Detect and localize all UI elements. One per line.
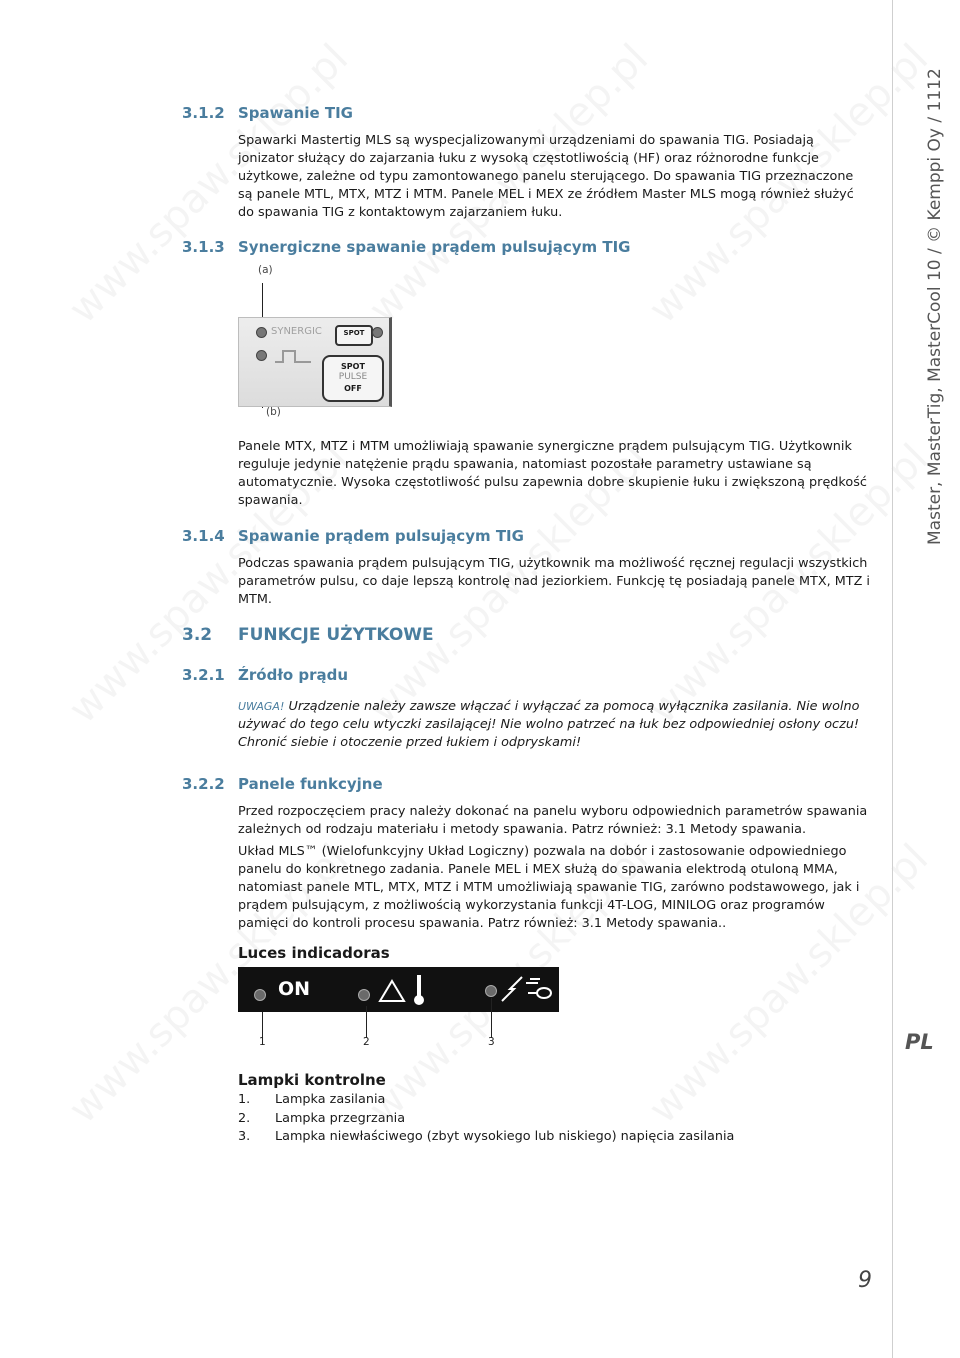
spot-pulse-off-button	[322, 355, 384, 402]
overheat-led	[358, 989, 370, 1001]
list-number: 2.	[238, 1111, 251, 1126]
section-text: Przed rozpoczęciem pracy należy dokonać na panelu wyboru odpowiednich parametrów spawania zależnych od rodzaju materiału i metody spawania. Patrz również: 3.1 Metody spawania.	[238, 804, 868, 837]
voltage-led	[485, 985, 497, 997]
section-text: Spawarki Mastertig MLS są wyspecjalizowanymi urządzeniami do spawania TIG. Posiadają jonizator służący do zajarzania łuku z wysoką częstotliwością (HF) oraz różnorodne funkcje użytkowe, zależne od typu zamontowanego panelu sterującego. Do spawania TIG przeznaczone są panele MTL, MTX, MTZ i MTM. Panele MEL i MEX ze źródłem Master MLS mogą również służyć do spawania TIG z kontaktowym zajarzaniem łuku.	[238, 133, 854, 220]
synergic-panel-figure	[238, 317, 392, 407]
list-number: 1.	[238, 1092, 251, 1107]
figure-label-b: (b)	[266, 406, 281, 418]
callout-1: 1	[259, 1036, 266, 1048]
section-title: Panele funkcyjne	[238, 775, 383, 793]
section-number: 3.2.1	[182, 666, 225, 684]
pulse-wave-icon	[275, 348, 311, 364]
callout-line	[366, 1006, 367, 1038]
indicator-lights-figure	[238, 967, 559, 1012]
on-label: ON	[278, 978, 311, 1000]
lamps-heading: Lampki kontrolne	[238, 1071, 386, 1089]
language-mark: PL	[905, 1030, 934, 1054]
sidebar-title: Master, MasterTig, MasterCool 10 / © Kemppi Oy / 1112	[925, 68, 945, 545]
margin-rule	[892, 0, 893, 1358]
lights-heading: Luces indicadoras	[238, 944, 390, 962]
warning-text	[238, 698, 870, 752]
synergic-led	[256, 327, 267, 338]
warning-triangle-icon	[378, 979, 406, 1003]
button-label-spot: SPOT	[341, 362, 365, 371]
button-label-pulse: PULSE	[338, 372, 368, 382]
section-text: Układ MLS™ (Wielofunkcyjny Układ Logiczny) pozwala na dobór i zastosowanie odpowiedniego panelu do konkretnego zadania. Panele MEL i MEX służą do spawania elektrodą otuloną MMA, natomiast panele MTL, MTX, MTZ i MTM umożliwiają spawanie TIG, zarówno podstawowego, jak i prądem pulsującym, z możliwością wykorzystania funkcji 4T-LOG, MINILOG oraz programów pamięci do kontroli procesu spawania. Patrz również: 3.1 Metody spawania..	[238, 844, 860, 931]
list-text: Lampka przegrzania	[275, 1111, 406, 1126]
list-item	[238, 1128, 734, 1146]
section-title: Synergiczne spawanie prądem pulsującym TIG	[238, 238, 631, 256]
callout-3: 3	[488, 1036, 495, 1048]
button-label-off: OFF	[344, 384, 362, 393]
spot-led	[372, 327, 383, 338]
section-number: 3.1.4	[182, 527, 225, 545]
section-text: Panele MTX, MTZ i MTM umożliwiają spawanie synergiczne prądem pulsującym TIG. Użytkownik reguluje jedynie natężenie prądu spawania, natomiast pozostałe parametry ustawiane są automatycznie. Wysoka częstotliwość pulsu zapewnia dobre skupienie łuku i zwiększoną prędkość spawania.	[238, 439, 867, 508]
list-text: Lampka zasilania	[275, 1092, 386, 1107]
synergic-label: SYNERGIC	[271, 326, 322, 337]
callout-line	[262, 1012, 263, 1038]
section-title: Spawanie prądem pulsującym TIG	[238, 527, 524, 545]
pulse-led	[256, 350, 267, 361]
list-item	[238, 1091, 385, 1109]
section-text: Podczas spawania prądem pulsującym TIG, użytkownik ma możliwość ręcznej regulacji wszystkich parametrów pulsu, co daje lepszą kontrolę nad jeziorkiem. Funkcję tę posiadają panele MTX, MTZ i MTM.	[238, 556, 870, 607]
callout-line	[491, 998, 492, 1038]
list-number: 3.	[238, 1129, 251, 1144]
spot-indicator: SPOT	[335, 325, 373, 346]
chapter-title: FUNKCJE UŻYTKOWE	[238, 625, 434, 645]
section-title: Źródło prądu	[238, 666, 349, 684]
mains-voltage-icon	[500, 975, 556, 1005]
list-text: Lampka niewłaściwego (zbyt wysokiego lub niskiego) napięcia zasilania	[275, 1129, 735, 1144]
warning-body: Urządzenie należy zawsze włączać i wyłączać za pomocą wyłącznika zasilania. Nie wolno używać do tego celu wtyczki zasilającej! Nie wolno patrzeć na łuk bez odpowiedniej osłony oczu! Chronić siebie i otoczenie przed łukiem i odpryskami!	[238, 699, 860, 750]
callout-2: 2	[363, 1036, 370, 1048]
page-number: 9	[858, 1268, 872, 1293]
figure-label-a: (a)	[258, 264, 273, 276]
power-led	[254, 989, 266, 1001]
thermometer-icon	[412, 973, 426, 1007]
list-item	[238, 1110, 405, 1128]
section-number: 3.1.3	[182, 238, 225, 256]
section-number: 3.2.2	[182, 775, 225, 793]
section-number: 3.1.2	[182, 104, 225, 122]
warning-tag: UWAGA!	[238, 700, 285, 713]
chapter-number: 3.2	[182, 625, 213, 645]
section-title: Spawanie TIG	[238, 104, 353, 122]
